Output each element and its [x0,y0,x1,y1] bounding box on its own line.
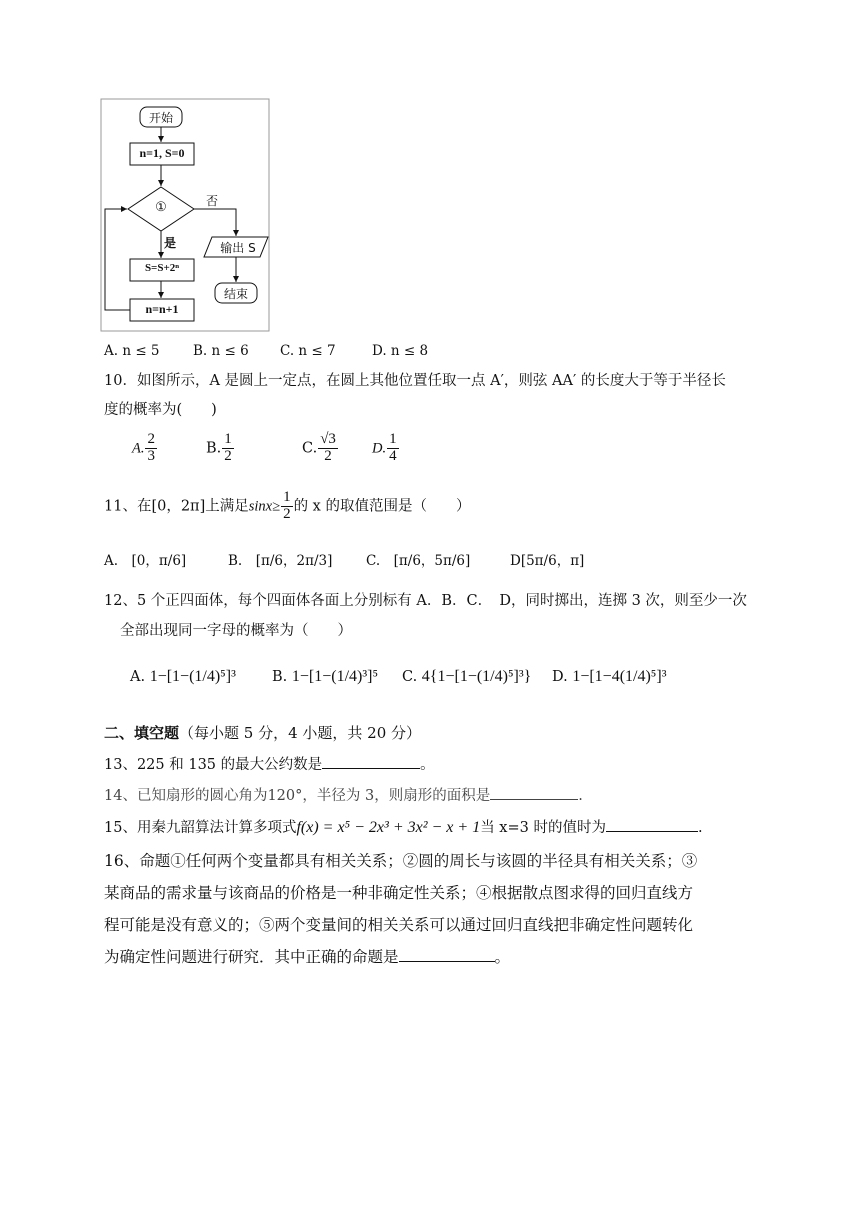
increment-label: n=n+1 [145,302,179,316]
q10-line1: 10．如图所示，A 是圆上一定点，在圆上其他位置任取一点 A′，则弦 AA′ 的长度大于等于半径长 [104,373,726,389]
output-label: 输出 S [220,241,256,255]
q10-line2: 度的概率为( ) [104,402,217,418]
condition-label: ① [155,200,167,215]
q9-option-c: C. n ≤ 7 [280,343,336,359]
section2-heading: 二、填空题（每小题 5 分，4 小题，共 20 分） [104,724,422,742]
q9-option-a: A. n ≤ 5 [104,343,160,359]
init-label: n=1, S=0 [139,146,185,160]
q12-line2: 全部出现同一字母的概率为（ ） [120,623,352,639]
q9-option-b: B. n ≤ 6 [193,343,249,359]
update-s-label: S=S+2ⁿ [144,262,180,274]
q13: 13、225 和 135 的最大公约数是 。 [104,754,435,776]
q12-option-a: A. 1−[1−(1/4)⁵]³ [130,668,236,685]
q11-option-d: D[5π/6，π] [510,553,585,569]
q15-answer-blank [606,817,698,832]
q11-option-c: C. [π/6，5π/6] [366,553,471,569]
q10-option-d: D. $\frac{1}{4}$ [372,431,397,464]
q16-line2: 某商品的需求量与该商品的价格是一种非确定性关系；④根据散点图求得的回归直线方 [104,884,694,902]
q12-option-d: D. 1−[1−4(1/4)⁵]³ [552,668,667,685]
q14-answer-blank [490,785,578,800]
q16-line3: 程可能是没有意义的；⑤两个变量间的相关关系可以通过回归直线把非确定性问题转化 [104,916,694,934]
yes-label: 是 [164,236,177,250]
q11-stem: 11、在[0，2π]上满足sinx≥ $\frac{1}{2}$ 的 x 的取值范围是（ ） [104,489,471,522]
q14: 14、已知扇形的圆心角为120°，半径为 3，则扇形的面积是 . [104,785,583,807]
end-label: 结束 [223,287,248,301]
q16-answer-blank [399,947,495,962]
q10-option-a: A. $\frac{2}{3}$ [132,431,155,464]
q12-option-c: C. 4{1−[1−(1/4)⁵]³} [402,668,532,685]
q12-line1: 12、5 个正四面体，每个四面体各面上分别标有 A．B．C． D，同时掷出，连掷 3 次，则至少一次 [104,593,747,609]
q13-answer-blank [322,754,420,769]
no-label: 否 [206,194,219,208]
q16-line4: 为确定性问题进行研究．其中正确的命题是 。 [104,948,511,966]
q10-option-c: C. $\frac{√3}{2}$ [302,431,336,464]
q11-option-a: A. [0，π/6] [104,553,187,569]
q15: 15、用秦九韶算法计算多项式f(x) = x⁵ − 2x³ + 3x² − x + 1当 x=3 时的值时为 . [104,819,703,836]
q10-option-b: B. $\frac{1}{2}$ [206,431,232,464]
start-label: 开始 [148,111,173,125]
q16-line1: 16、命题①任何两个变量都具有相关关系；②圆的周长与该圆的半径具有相关关系；③ [104,852,698,870]
q9-option-d: D. n ≤ 8 [372,343,429,359]
q12-option-b: B. 1−[1−(1/4)³]⁵ [272,668,379,685]
q11-option-b: B. [π/6，2π/3] [228,553,333,569]
